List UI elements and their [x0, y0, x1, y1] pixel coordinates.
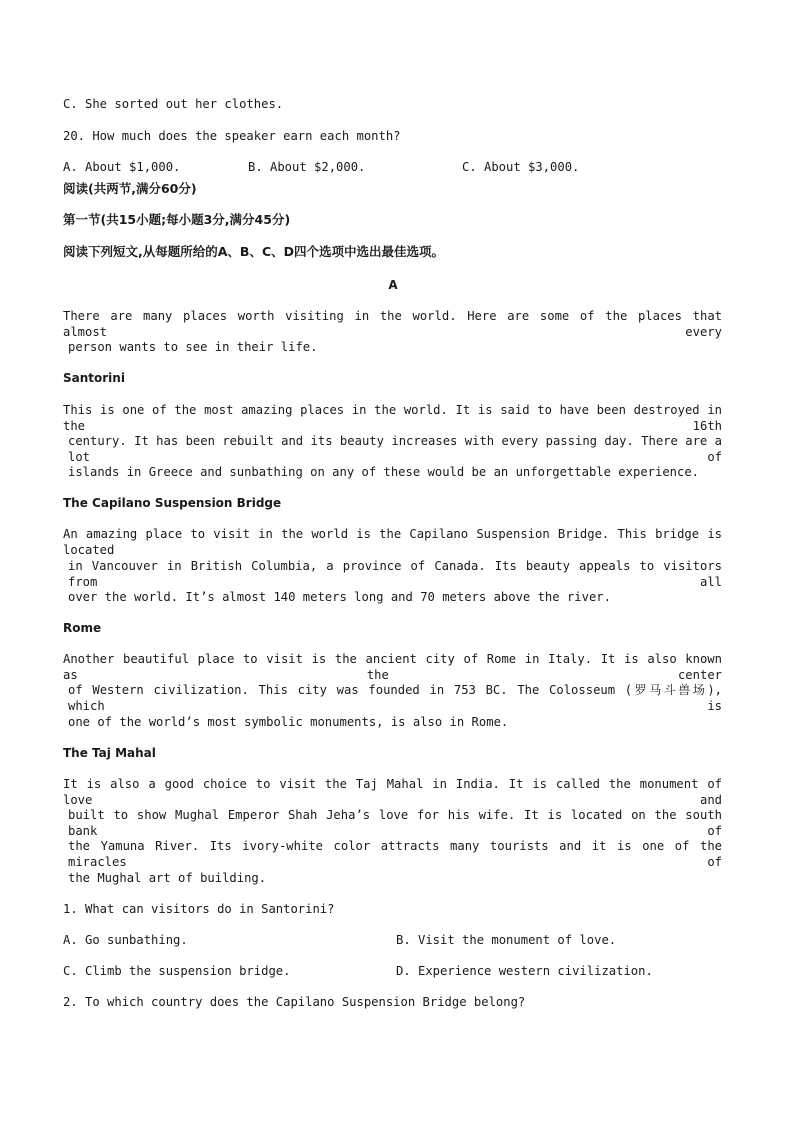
paragraph-line: over the world. It’s almost 140 meters long and 70 meters above the river.	[68, 590, 611, 604]
paragraph-line: of Western civilization. This city was founded in 753 BC. The Colosseum (罗马斗兽场), which is	[68, 683, 722, 713]
q2-question: 2. To which country does the Capilano Suspension Bridge belong?	[63, 995, 526, 1009]
reading-section-title: 阅读(共两节,满分60分)	[63, 181, 197, 196]
q20-question: 20. How much does the speaker earn each month?	[63, 129, 401, 143]
q20-option-b: B. About $2,000.	[248, 160, 366, 174]
reading-part-title: 第一节(共15小题;每小题3分,满分45分)	[63, 212, 291, 227]
paragraph-line: This is one of the most amazing places in the world. It is said to have been destroyed in the 16th	[63, 403, 722, 433]
paragraph-line: built to show Mughal Emperor Shah Jeha’s love for his wife. It is located on the south bank of	[68, 808, 722, 838]
paragraph-line: It is also a good choice to visit the Taj Mahal in India. It is called the monument of love and	[63, 777, 722, 807]
paragraph-line: in Vancouver in British Columbia, a province of Canada. Its beauty appeals to visitors from all	[68, 559, 722, 589]
q1-question: 1. What can visitors do in Santorini?	[63, 902, 335, 916]
place-heading: Rome	[63, 621, 102, 635]
q19-option-c: C. She sorted out her clothes.	[63, 97, 284, 111]
paragraph-line: the Mughal art of building.	[68, 871, 267, 885]
paragraph-line: century. It has been rebuilt and its beauty increases with every passing day. There are a lot of	[68, 434, 722, 464]
place-heading: The Taj Mahal	[63, 746, 156, 760]
q1-option-d: D. Experience western civilization.	[396, 964, 653, 978]
intro-line: There are many places worth visiting in the world. Here are some of the places that almost every	[63, 309, 722, 339]
q1-option-b: B. Visit the monument of love.	[396, 933, 617, 947]
paragraph-line: An amazing place to visit in the world is the Capilano Suspension Bridge. This bridge is located	[63, 527, 722, 557]
place-heading: Santorini	[63, 371, 125, 385]
q1-option-a: A. Go sunbathing.	[63, 933, 188, 947]
reading-instruction: 阅读下列短文,从每题所给的A、B、C、D四个选项中选出最佳选项。	[63, 244, 445, 259]
q20-option-c: C. About $3,000.	[462, 160, 580, 174]
paragraph-line: one of the world’s most symbolic monuments, is also in Rome.	[68, 715, 509, 729]
q20-option-a: A. About $1,000.	[63, 160, 181, 174]
paragraph-line: islands in Greece and sunbathing on any of these would be an unforgettable experience.	[68, 465, 700, 479]
q1-option-c: C. Climb the suspension bridge.	[63, 964, 291, 978]
passage-label: A	[388, 278, 398, 292]
paragraph-line: the Yamuna River. Its ivory-white color attracts many tourists and it is one of the miracles of	[68, 839, 722, 869]
intro-line: person wants to see in their life.	[68, 340, 318, 354]
paragraph-line: Another beautiful place to visit is the ancient city of Rome in Italy. It is also known as the center	[63, 652, 722, 682]
place-heading: The Capilano Suspension Bridge	[63, 496, 282, 510]
